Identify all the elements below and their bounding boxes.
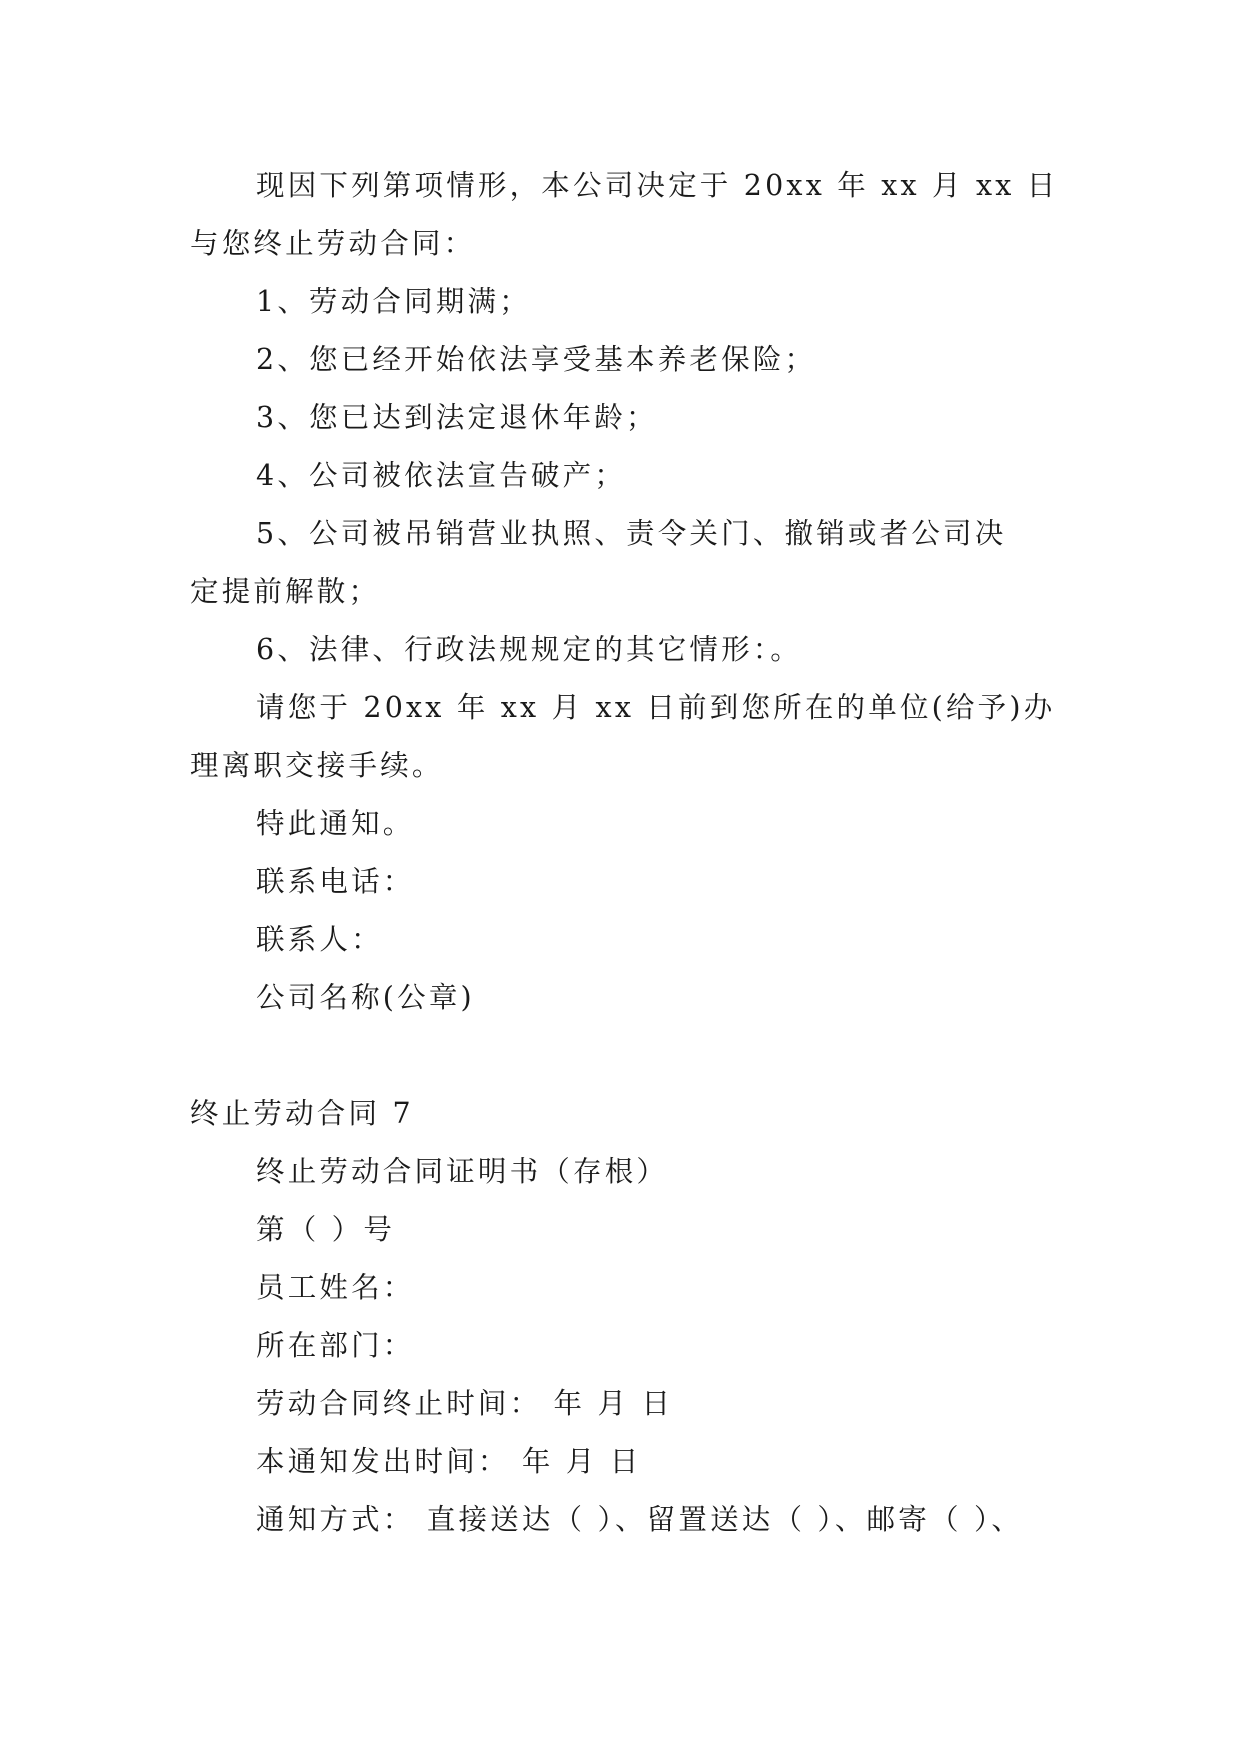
notice-closing: 特此通知。	[256, 807, 415, 840]
paragraph-handover: 请您于 20xx 年 xx 月 xx 日前到您所在的单位(给予)办	[256, 691, 1056, 724]
paragraph-termination-notice: 现因下列第项情形，本公司决定于 20xx 年 xx 月 xx 日	[256, 169, 1059, 202]
reason-item-5: 5、公司被吊销营业执照、责令关门、撤销或者公司决	[256, 517, 1007, 550]
reason-item-1: 1、劳动合同期满；	[256, 285, 531, 318]
certificate-number: 第（ ）号	[256, 1213, 396, 1246]
termination-date-label: 劳动合同终止时间： 年 月 日	[256, 1387, 674, 1420]
reason-item-2: 2、您已经开始依法享受基本养老保险；	[256, 343, 817, 376]
contact-person-label: 联系人：	[256, 923, 383, 956]
paragraph-termination-notice-cont: 与您终止劳动合同：	[190, 227, 476, 260]
section-heading: 终止劳动合同 7	[190, 1097, 414, 1130]
notice-issue-date-label: 本通知发出时间： 年 月 日	[256, 1445, 642, 1478]
reason-item-6: 6、法律、行政法规规定的其它情形：。	[256, 633, 802, 666]
reason-item-4: 4、公司被依法宣告破产；	[256, 459, 627, 492]
contact-phone-label: 联系电话：	[256, 865, 415, 898]
reason-item-3: 3、您已达到法定退休年龄；	[256, 401, 658, 434]
department-label: 所在部门：	[256, 1329, 415, 1362]
paragraph-handover-cont: 理离职交接手续。	[190, 749, 444, 782]
reason-item-5-cont: 定提前解散；	[190, 575, 381, 608]
company-name-seal-label: 公司名称(公章)	[256, 981, 475, 1014]
notice-method-label: 通知方式： 直接送达（ ）、留置送达（ ）、邮寄（ ）、	[256, 1503, 1024, 1536]
employee-name-label: 员工姓名：	[256, 1271, 415, 1304]
certificate-title: 终止劳动合同证明书（存根）	[256, 1155, 669, 1188]
